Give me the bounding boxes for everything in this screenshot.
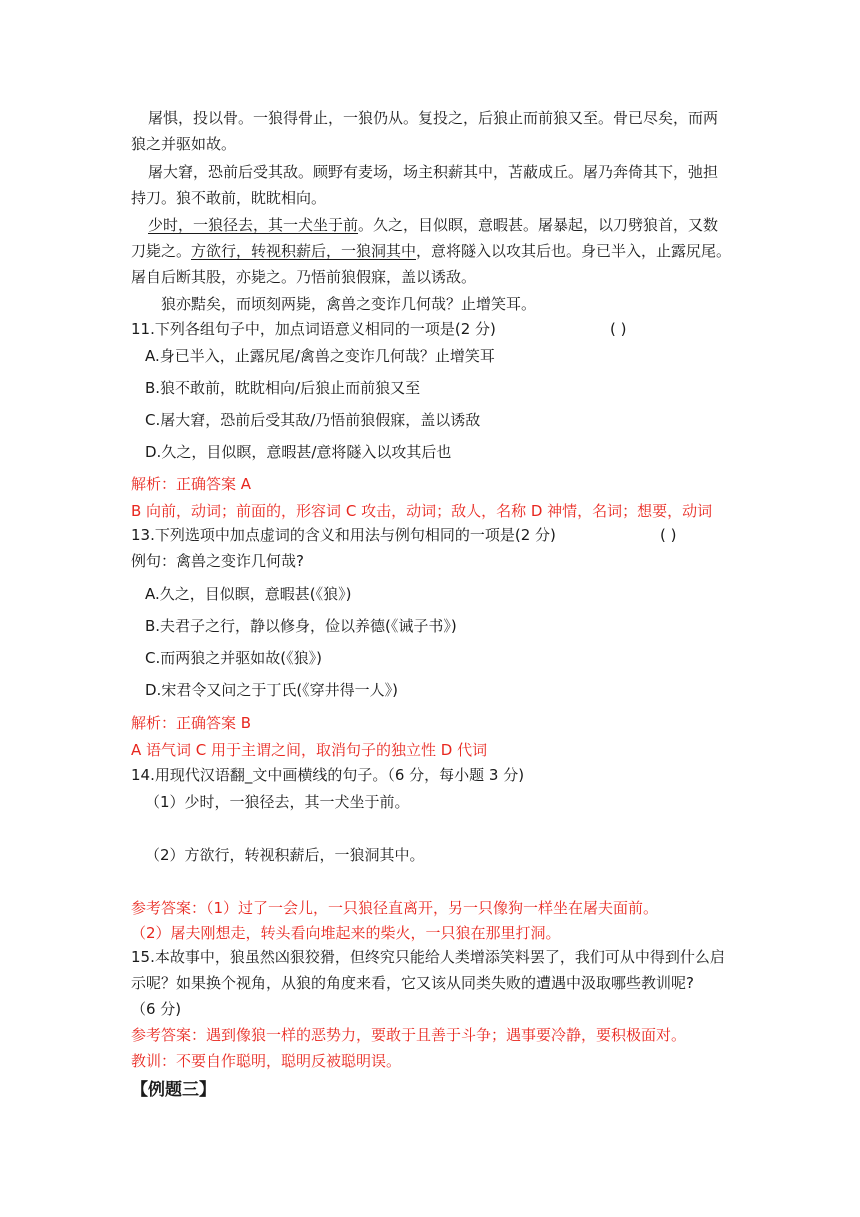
passage-p2-line1: 屠大窘，恐前后受其敌。顾野有麦场，场主积薪其中，苫蔽成丘。屠乃奔倚其下，弛担 bbox=[148, 163, 719, 181]
q13-option-a: A.久之，目似瞑，意暇甚(《狼》) bbox=[145, 585, 352, 603]
q15-answer-2: 教训：不要自作聪明，聪明反被聪明误。 bbox=[131, 1052, 402, 1070]
q14-sentence-2: （2）方欲行，转视积薪后，一狼洞其中。 bbox=[145, 846, 425, 864]
q14-answer-2: （2）屠夫刚想走，转头看向堆起来的柴火，一只狼在那里打洞。 bbox=[131, 924, 561, 942]
q11-option-a: A.身已半入，止露尻尾/禽兽之变诈几何哉？止增笑耳 bbox=[145, 347, 495, 365]
q11-stem: 11.下列各组句子中，加点词语意义相同的一项是(2 分) bbox=[131, 320, 496, 338]
passage-p1-line2: 狼之并驱如故。 bbox=[131, 135, 237, 153]
q13-stem: 13.下列选项中加点虚词的含义和用法与例句相同的一项是(2 分) bbox=[131, 526, 556, 544]
underlined-sentence-1: 少时，一狼径去，其一犬坐于前 bbox=[148, 216, 359, 234]
q11-option-d: D.久之，目似瞑，意暇甚/意将隧入以攻其后也 bbox=[145, 443, 452, 461]
q13-explanation: A 语气词 C 用于主谓之间，取消句子的独立性 D 代词 bbox=[131, 741, 488, 759]
q14-stem: 14.用现代汉语翻_文中画横线的句子。（6 分，每小题 3 分) bbox=[131, 766, 525, 784]
passage-text: 刀毙之。 bbox=[131, 242, 192, 260]
q15-answer-1: 参考答案：遇到像狼一样的恶势力，要敢于且善于斗争；遇事要冷静，要积极面对。 bbox=[131, 1026, 687, 1044]
passage-p3-line3: 屠自后断其股，亦毙之。乃悟前狼假寐，盖以诱敌。 bbox=[131, 268, 477, 286]
q13-answer: 解析：正确答案 B bbox=[131, 714, 252, 732]
q15-stem-line2: 示呢？如果换个视角，从狼的角度来看，它又该从同类失败的遭遇中汲取哪些教训呢? bbox=[131, 974, 694, 992]
q11-answer: 解析：正确答案 A bbox=[131, 475, 252, 493]
q11-explanation: B 向前，动词；前面的，形容词 C 攻击，动词；敌人，名称 D 神情，名词；想要，动词 bbox=[131, 502, 713, 520]
q13-option-b: B.夫君子之行，静以修身，俭以养德(《诫子书》) bbox=[145, 617, 457, 635]
passage-p2-line2: 持刀。狼不敢前，眈眈相向。 bbox=[131, 189, 327, 207]
underlined-sentence-2: 方欲行，转视积薪后，一狼洞其中 bbox=[191, 242, 417, 260]
passage-p3-line1 bbox=[148, 215, 718, 235]
passage-p3-line2 bbox=[131, 241, 731, 261]
q13-answer-blank: ( ) bbox=[660, 526, 677, 544]
q13-option-d: D.宋君令又问之于丁氏(《穿井得一人》) bbox=[145, 681, 399, 699]
q13-example: 例句：禽兽之变诈几何哉? bbox=[131, 552, 304, 570]
q11-option-c: C.屠大窘，恐前后受其敌/乃悟前狼假寐，盖以诱敌 bbox=[145, 411, 481, 429]
passage-p1-line1: 屠惧，投以骨。一狼得骨止，一狼仍从。复投之，后狼止而前狼又至。骨已尽矣，而两 bbox=[148, 109, 719, 127]
q11-option-b: B.狼不敢前，眈眈相向/后狼止而前狼又至 bbox=[145, 379, 421, 397]
section-heading: 【例题三】 bbox=[131, 1080, 216, 1100]
passage-text: 。久之，目似瞑，意暇甚。屠暴起，以刀劈狼首，又数 bbox=[358, 216, 719, 234]
q13-option-c: C.而两狼之并驱如故(《狼》) bbox=[145, 649, 322, 667]
passage-p4: 狼亦黠矣，而顷刻两毙，禽兽之变诈几何哉？止增笑耳。 bbox=[161, 295, 537, 313]
q11-answer-blank: ( ) bbox=[610, 320, 627, 338]
passage-text: ，意将隧入以攻其后也。身已半入，止露尻尾。 bbox=[416, 242, 732, 260]
q14-sentence-1: （1）少时，一狼径去，其一犬坐于前。 bbox=[145, 793, 410, 811]
q15-stem-line1: 15.本故事中，狼虽然凶狠狡猾，但终究只能给人类增添笑料罢了，我们可从中得到什么启 bbox=[131, 948, 725, 966]
q15-stem-line3: （6 分) bbox=[131, 1000, 182, 1018]
q14-answer-1: 参考答案：（1）过了一会儿，一只狼径直离开，另一只像狗一样坐在屠夫面前。 bbox=[131, 899, 659, 917]
